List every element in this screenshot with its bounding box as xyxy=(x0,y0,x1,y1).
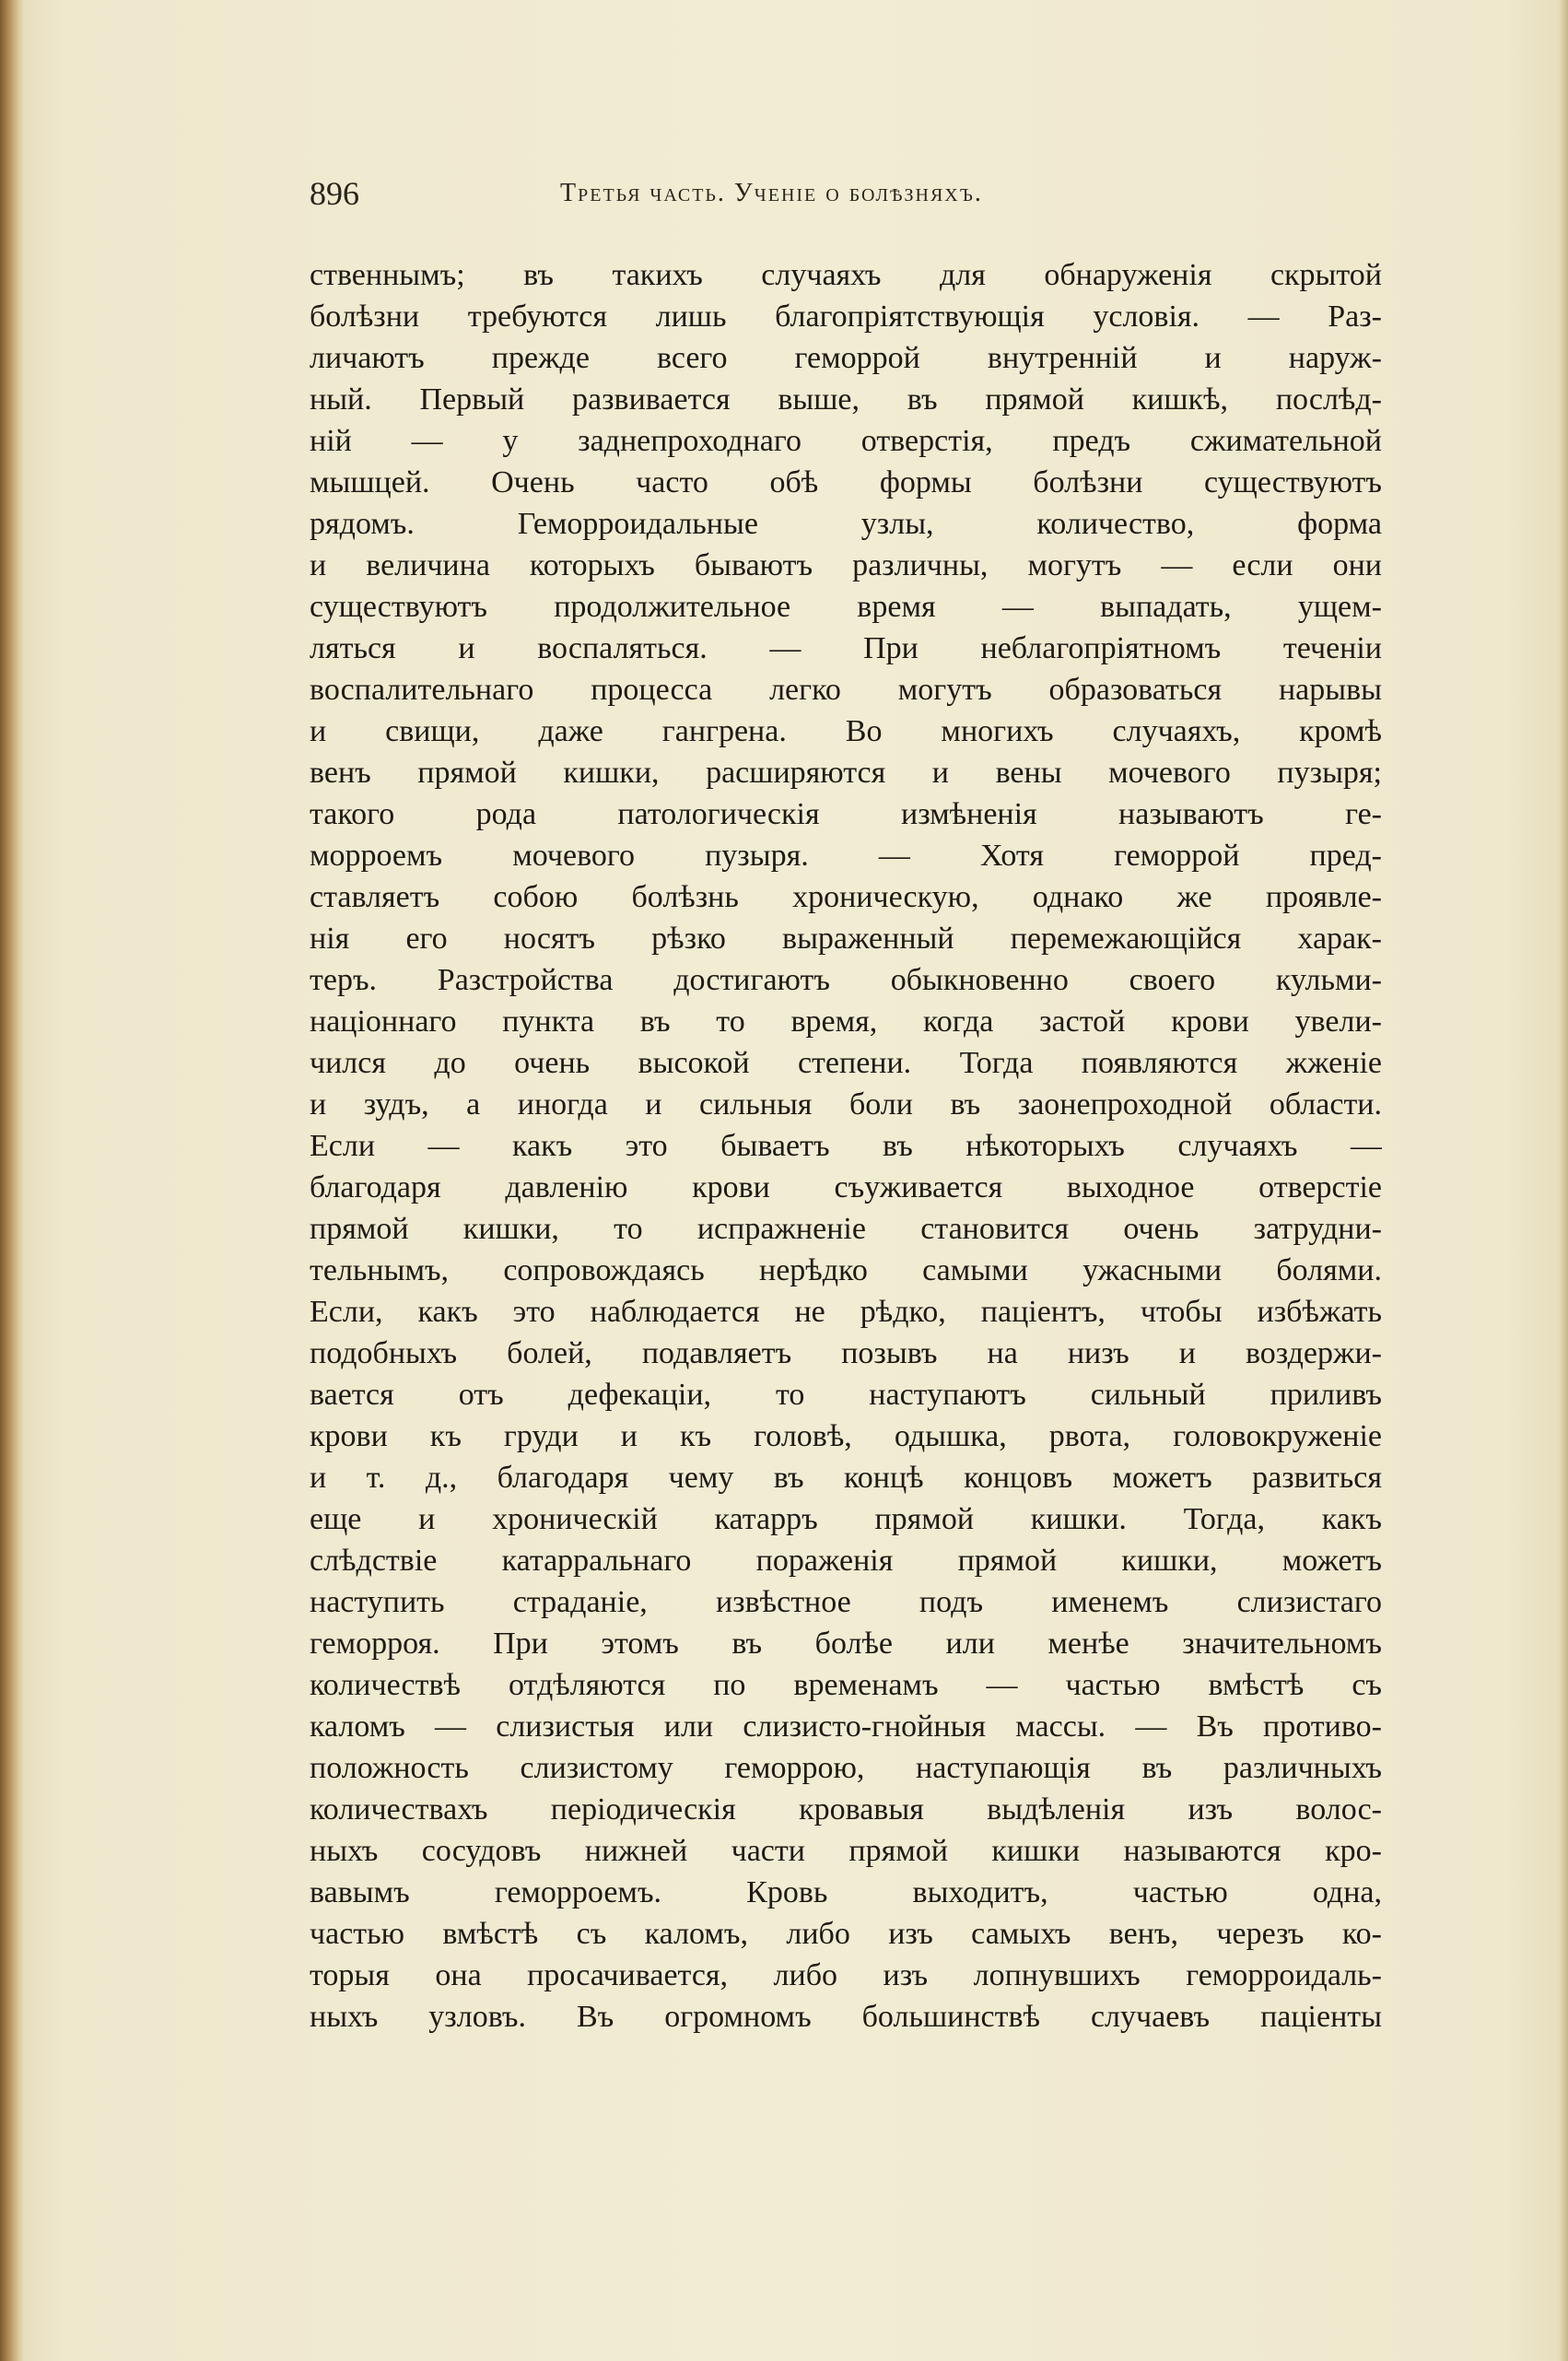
text-line: еще и хроническій катарръ прямой кишки. Тогда, какъ xyxy=(310,1502,1382,1536)
text-line: такого рода патологическія измѣненія называютъ ге- xyxy=(310,797,1382,831)
text-line: количествахъ періодическія кровавыя выдѣленія изъ волос- xyxy=(310,1792,1382,1827)
text-line: и зудъ, а иногда и сильныя боли въ заонепроходной области. xyxy=(310,1087,1382,1122)
text-line: существуютъ продолжительное время — выпадать, ущем- xyxy=(310,590,1382,624)
text-line: наступить страданіе, извѣстное подъ именемъ слизистаго xyxy=(310,1585,1382,1619)
text-line: прямой кишки, то испражненіе становится очень затрудни- xyxy=(310,1212,1382,1246)
text-line: Если, какъ это наблюдается не рѣдко, паціентъ, чтобы избѣжать xyxy=(310,1295,1382,1329)
text-line: и т. д., благодаря чему въ концѣ концовъ можетъ развиться xyxy=(310,1461,1382,1495)
page-number: 896 xyxy=(310,175,359,212)
text-line: количествѣ отдѣляются по временамъ — частью вмѣстѣ съ xyxy=(310,1668,1382,1702)
text-line: ныхъ узловъ. Въ огромномъ большинствѣ случаевъ паціенты xyxy=(310,2000,1382,2034)
text-line: торыя она просачивается, либо изъ лопнувшихъ геморроидаль- xyxy=(310,1958,1382,1992)
text-line: націоннаго пункта въ то время, когда застой крови увели- xyxy=(310,1004,1382,1039)
text-line: ныхъ сосудовъ нижней части прямой кишки называются кро- xyxy=(310,1834,1382,1868)
text-line: геморроя. При этомъ въ болѣе или менѣе значительномъ xyxy=(310,1627,1382,1661)
page-header xyxy=(310,171,1378,216)
text-line: благодаря давленію крови съуживается выходное отверстіе xyxy=(310,1170,1382,1204)
text-line: подобныхъ болей, подавляетъ позывъ на низъ и воздержи- xyxy=(310,1336,1382,1370)
text-line: воспалительнаго процесса легко могутъ образоваться нарывы xyxy=(310,673,1382,707)
text-line: каломъ — слизистыя или слизисто-гнойныя массы. — Въ противо- xyxy=(310,1709,1382,1744)
text-line: и свищи, даже гангрена. Во многихъ случаяхъ, кромѣ xyxy=(310,714,1382,748)
text-line: тельнымъ, сопровождаясь нерѣдко самыми ужасными болями. xyxy=(310,1253,1382,1287)
text-line: частью вмѣстѣ съ каломъ, либо изъ самыхъ венъ, черезъ ко- xyxy=(310,1917,1382,1951)
page-right-edge xyxy=(1559,0,1568,2361)
text-line: слѣдствіе катарральнаго пораженія прямой кишки, можетъ xyxy=(310,1544,1382,1578)
text-line: венъ прямой кишки, расширяются и вены мочевого пузыря; xyxy=(310,756,1382,790)
text-line: вавымъ геморроемъ. Кровь выходитъ, частью одна, xyxy=(310,1875,1382,1909)
text-line: морроемъ мочевого пузыря. — Хотя геморрой пред- xyxy=(310,839,1382,873)
text-line: положность слизистому геморрою, наступающія въ различныхъ xyxy=(310,1751,1382,1785)
text-line: и величина которыхъ бываютъ различны, могутъ — если они xyxy=(310,548,1382,582)
text-line: крови къ груди и къ головѣ, одышка, рвота, головокруженіе xyxy=(310,1419,1382,1453)
body-text xyxy=(310,254,1382,2038)
text-line: ственнымъ; въ такихъ случаяхъ для обнаруженія скрытой xyxy=(310,258,1382,292)
text-line: вается отъ дефекаціи, то наступаютъ сильный приливъ xyxy=(310,1378,1382,1412)
page-left-edge xyxy=(0,0,24,2361)
text-line: нія его носятъ рѣзко выраженный перемежающійся харак- xyxy=(310,922,1382,956)
text-line: ляться и воспаляться. — При неблагопріятномъ теченіи xyxy=(310,631,1382,665)
text-line: личаютъ прежде всего геморрой внутренній и наруж- xyxy=(310,341,1382,375)
text-line: рядомъ. Геморроидальные узлы, количество, форма xyxy=(310,507,1382,541)
text-line: ный. Первый развивается выше, въ прямой кишкѣ, послѣд- xyxy=(310,382,1382,417)
text-line: теръ. Разстройства достигаютъ обыкновенно своего кульми- xyxy=(310,963,1382,997)
text-line: чился до очень высокой степени. Тогда появляются жженіе xyxy=(310,1046,1382,1080)
text-line: ній — у заднепроходнаго отверстія, предъ сжимательной xyxy=(310,424,1382,458)
text-line: мышцей. Очень часто обѣ формы болѣзни существуютъ xyxy=(310,465,1382,499)
text-line: Если — какъ это бываетъ въ нѣкоторыхъ случаяхъ — xyxy=(310,1129,1382,1163)
text-line: болѣзни требуются лишь благопріятствующія условія. — Раз- xyxy=(310,300,1382,334)
running-head: Третья часть. Ученіе о болѣзняхъ. xyxy=(560,179,983,207)
text-line: ставляетъ собою болѣзнь хроническую, однако же проявле- xyxy=(310,880,1382,914)
